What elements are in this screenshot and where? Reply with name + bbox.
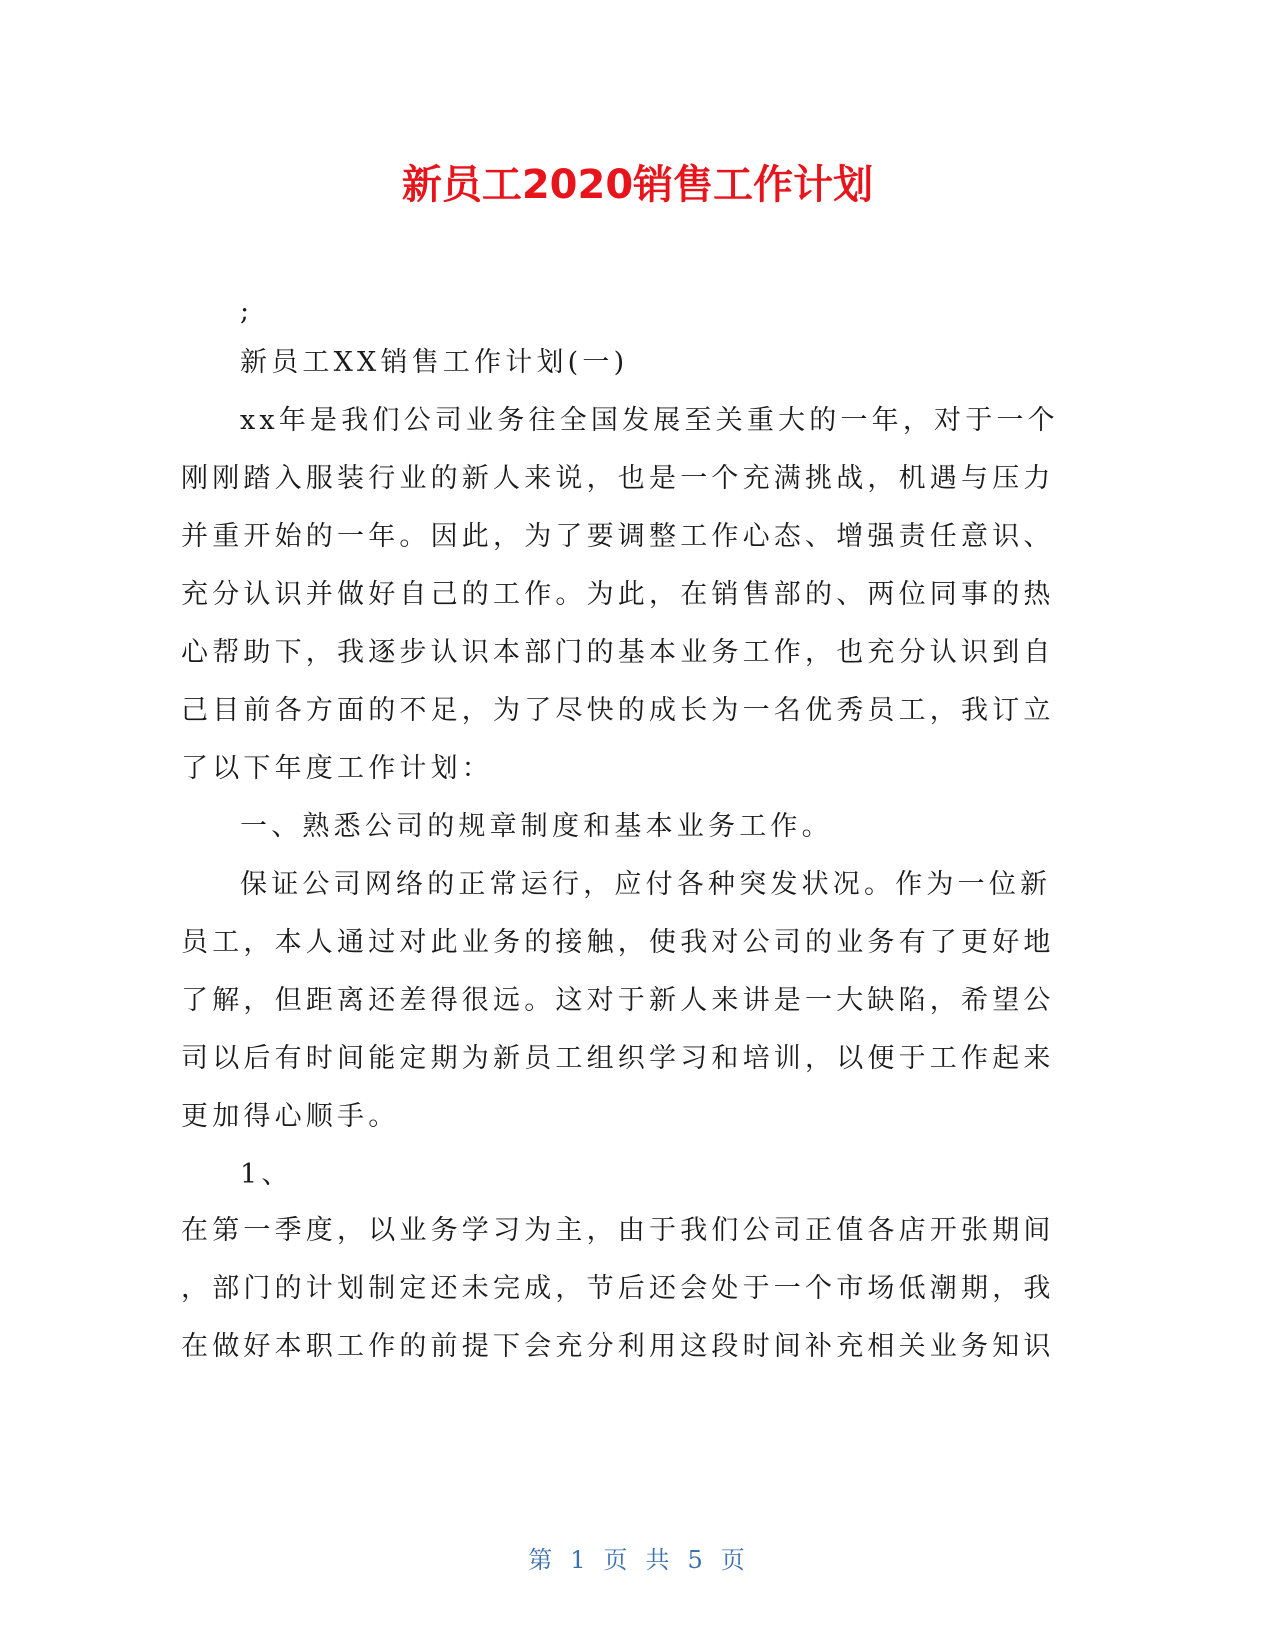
footer-label-total: 共 — [645, 1546, 672, 1574]
list-marker: 1、 — [240, 1159, 293, 1190]
page-footer — [0, 1540, 1275, 1575]
footer-label-page: 第 — [528, 1546, 555, 1574]
section-heading: 一、熟悉公司的规章制度和基本业务工作。 — [240, 811, 833, 842]
paragraph-line: ，部门的计划制定还未完成，节后还会处于一个市场低潮期，我 — [181, 1273, 1055, 1304]
paragraph-line: 员工，本人通过对此业务的接触，使我对公司的业务有了更好地 — [181, 927, 1055, 958]
paragraph-line: 并重开始的一年。因此，为了要调整工作心态、增强责任意识、 — [181, 521, 1055, 552]
document-title: 新员工2020销售工作计划 — [401, 162, 874, 208]
section-heading: 新员工XX销售工作计划(一) — [240, 347, 629, 378]
paragraph-line: 保证公司网络的正常运行，应付各种突发状况。作为一位新 — [240, 869, 1052, 900]
paragraph-line: ; — [240, 296, 254, 327]
paragraph-line: 司以后有时间能定期为新员工组织学习和培训，以便于工作起来 — [181, 1043, 1055, 1074]
footer-label-of: 页 — [603, 1546, 630, 1574]
paragraph-line: 在第一季度，以业务学习为主，由于我们公司正值各店开张期间 — [181, 1215, 1055, 1246]
paragraph-line: 了以下年度工作计划： — [181, 753, 493, 784]
paragraph-line: 在做好本职工作的前提下会充分利用这段时间补充相关业务知识 — [181, 1331, 1055, 1362]
footer-total-pages: 5 — [687, 1546, 705, 1574]
paragraph-line: 更加得心顺手。 — [181, 1101, 400, 1132]
paragraph-line: xx年是我们公司业务往全国发展至关重大的一年，对于一个 — [240, 405, 1059, 436]
paragraph-line: 己目前各方面的不足，为了尽快的成长为一名优秀员工，我订立 — [181, 695, 1055, 726]
footer-label-pages: 页 — [720, 1546, 747, 1574]
paragraph-line: 刚刚踏入服装行业的新人来说，也是一个充满挑战，机遇与压力 — [181, 463, 1055, 494]
paragraph-line: 充分认识并做好自己的工作。为此，在销售部的、两位同事的热 — [181, 579, 1055, 610]
paragraph-line: 了解，但距离还差得很远。这对于新人来讲是一大缺陷，希望公 — [181, 985, 1055, 1016]
paragraph-line: 心帮助下，我逐步认识本部门的基本业务工作，也充分认识到自 — [181, 637, 1055, 668]
footer-page-number: 1 — [570, 1546, 588, 1574]
